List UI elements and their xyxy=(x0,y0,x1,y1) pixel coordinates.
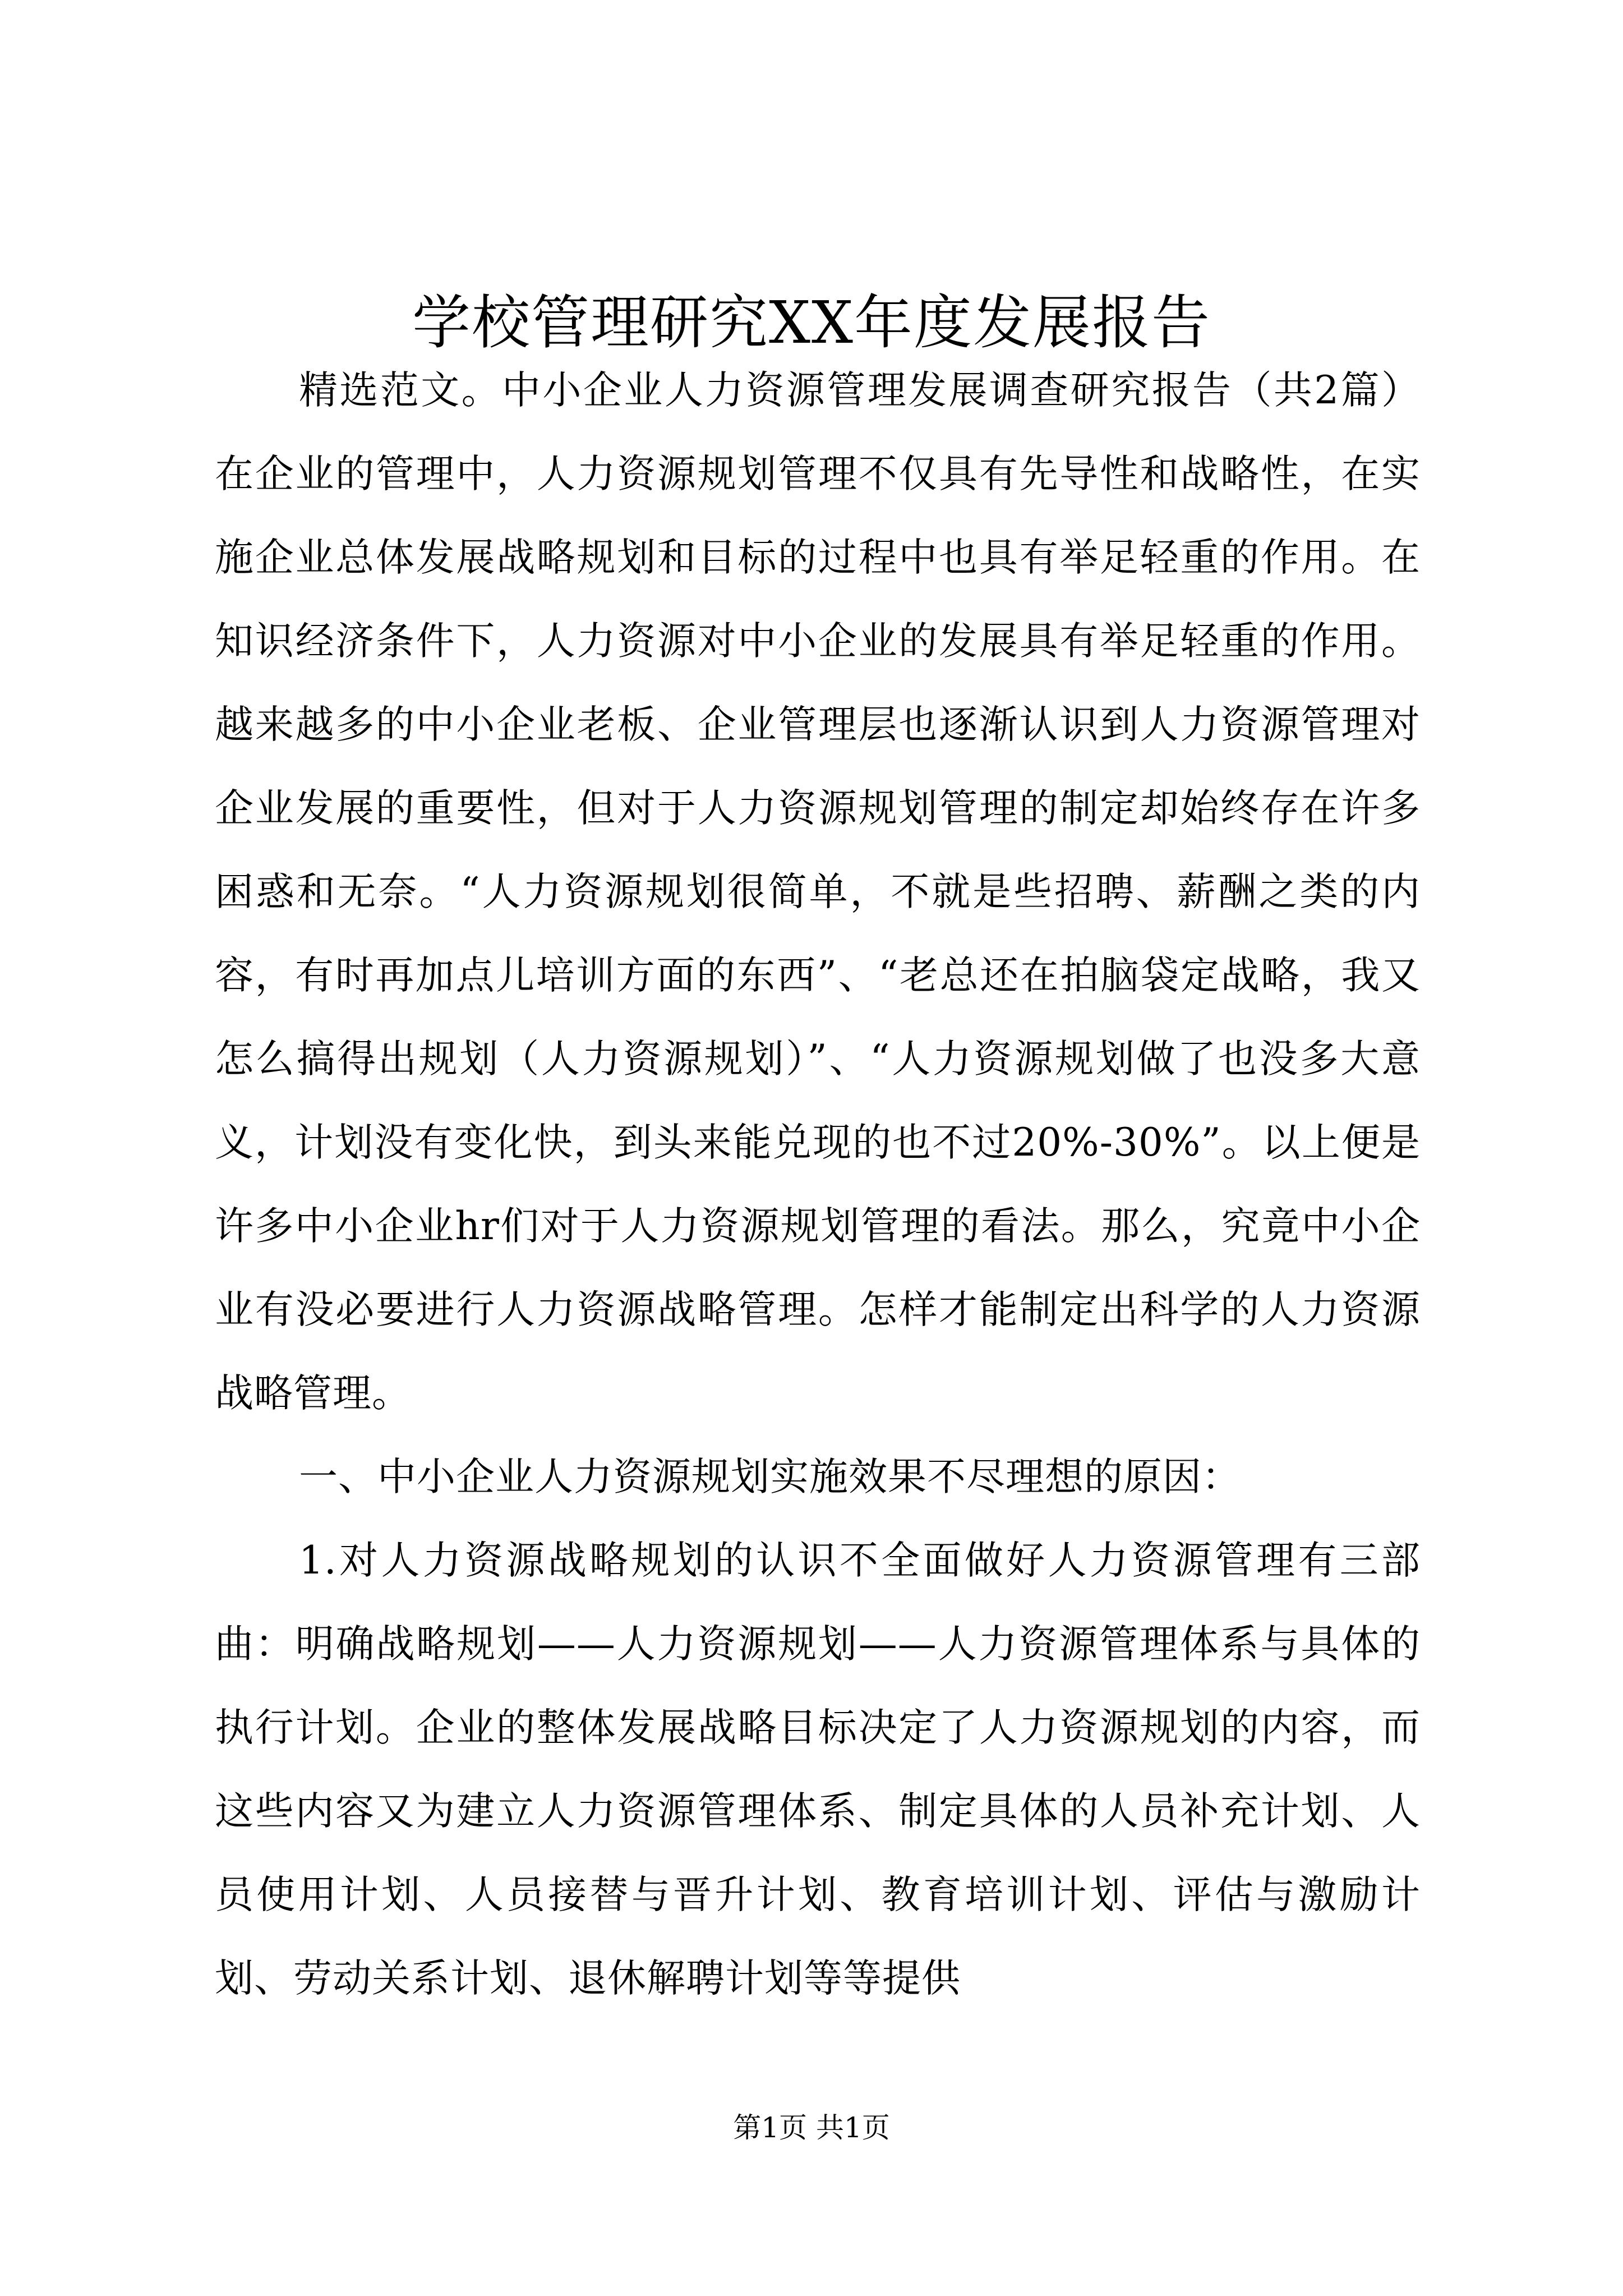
body-paragraph: 精选范文。中小企业人力资源管理发展调查研究报告（共2篇）在企业的管理中，人力资源规划管理不仅具有先导性和战略性，在实施企业总体发展战略规划和目标的过程中也具有举足轻重的作用。在知识经济条件下，人力资源对中小企业的发展具有举足轻重的作用。越来越多的中小企业老板、企业管理层也逐渐认识到人力资源管理对企业发展的重要性，但对于人力资源规划管理的制定却始终存在许多困惑和无奈。“人力资源规划很简单，不就是些招聘、薪酬之类的内容，有时再加点儿培训方面的东西”、“老总还在拍脑袋定战略，我又怎么搞得出规划（人力资源规划）”、“人力资源规划做了也没多大意义，计划没有变化快，到头来能兑现的也不过20%-30%”。以上便是许多中小企业hr们对于人力资源规划管理的看法。那么，究竟中小企业有没必要进行人力资源战略管理。怎样才能制定出科学的人力资源战略管理。 xyxy=(215,368,1421,1416)
document-body xyxy=(215,349,1421,2021)
section-heading: 一、中小企业人力资源规划实施效果不尽理想的原因： xyxy=(299,1455,1241,1499)
document-title: 学校管理研究XX年度发展报告 xyxy=(412,288,1211,357)
page-number-footer: 第1页 共1页 xyxy=(733,2111,890,2144)
body-paragraph: 1.对人力资源战略规划的认识不全面做好人力资源管理有三部曲：明确战略规划——人力资源规划——人力资源管理体系与具体的执行计划。企业的整体发展战略目标决定了人力资源规划的内容，而这些内容又为建立人力资源管理体系、制定具体的人员补充计划、人员使用计划、人员接替与晋升计划、教育培训计划、评估与激励计划、劳动关系计划、退休解聘计划等等提供 xyxy=(215,1538,1421,2001)
